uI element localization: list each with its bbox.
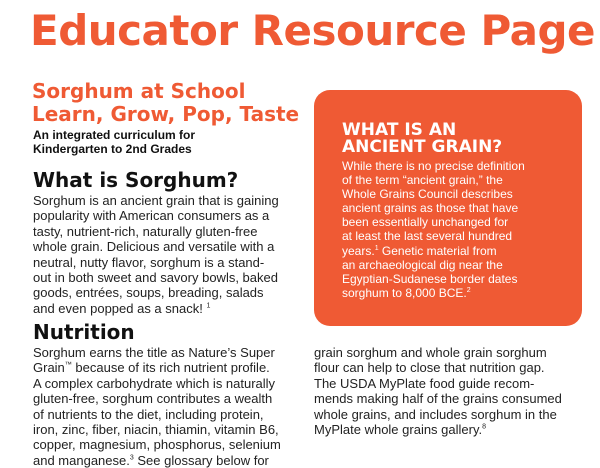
- text-line: [314, 422, 562, 437]
- text-fragment: and even popped as a snack!: [33, 300, 203, 316]
- text-line: Sorghum earns the title as Nature’s Super: [33, 345, 275, 360]
- text-line: flour can help to close that nutrition gap.: [314, 360, 545, 376]
- text-fragment: sorghum to 8,000 BCE.: [342, 285, 467, 300]
- text-line: ancient grains as those that have: [342, 201, 519, 216]
- footnote-marker: 8: [482, 423, 487, 431]
- text-line: [33, 360, 281, 375]
- tagline-line: An integrated curriculum for: [33, 128, 196, 142]
- text-line: out in both sweet and savory bowls, baked: [33, 270, 278, 286]
- text-line: tasty, nutrient-rich, naturally gluten-free: [33, 223, 258, 239]
- callout-heading-line: WHAT IS AN: [342, 120, 457, 140]
- continued-text: [314, 345, 562, 437]
- ancient-grain-callout: [314, 90, 582, 326]
- text-line: goods, entrées, soups, breading, salads: [33, 285, 264, 301]
- text-fragment: Genetic material from: [378, 243, 497, 258]
- text-fragment: and manganese.: [33, 452, 130, 468]
- text-fragment: See glossary below for: [133, 452, 269, 468]
- text-line: [33, 301, 279, 316]
- subtitle: [32, 80, 299, 126]
- text-line: iron, zinc, fiber, niacin, thiamin, vitamin B6,: [33, 422, 279, 438]
- text-line: Sorghum is an ancient grain that is gaining: [33, 193, 279, 208]
- footnote-marker: 1: [374, 244, 379, 252]
- text-line: While there is no precise definition: [342, 159, 525, 173]
- text-fragment: MyPlate whole grains gallery.: [314, 422, 483, 438]
- text-line: of nutrients to the diet, including protein,: [33, 406, 264, 422]
- text-line: grain sorghum and whole grain sorghum: [314, 345, 547, 360]
- text-fragment: because of its rich nutrient profile.: [71, 360, 270, 376]
- what-is-sorghum-text: [33, 193, 279, 316]
- text-line: [342, 244, 572, 258]
- text-line: Whole Grains Council describes: [342, 187, 513, 202]
- text-line: copper, magnesium, phosphorus, selenium: [33, 437, 281, 453]
- text-line: [342, 286, 572, 300]
- text-line: an archaeological dig near the: [342, 257, 503, 272]
- page-title: Educator Resource Page: [30, 6, 596, 55]
- text-line: been essentially unchanged for: [342, 215, 509, 230]
- text-line: neutral, nutty flavor, sorghum is a stand-: [33, 254, 265, 270]
- callout-heading-line: ANCIENT GRAIN?: [342, 137, 503, 157]
- tagline: [33, 128, 195, 156]
- text-fragment: Grain: [33, 360, 65, 376]
- text-line: [33, 453, 281, 468]
- subtitle-line: Sorghum at School: [32, 79, 246, 103]
- trademark-symbol: ™: [64, 362, 72, 370]
- text-line: A complex carbohydrate which is naturally: [33, 375, 276, 391]
- text-line: of the term “ancient grain,” the: [342, 173, 503, 188]
- footnote-marker: 2: [466, 286, 471, 294]
- footnote-marker: 1: [206, 302, 211, 310]
- text-line: mends making half of the grains consumed: [314, 391, 562, 407]
- subtitle-line: Learn, Grow, Pop, Taste: [32, 102, 300, 126]
- text-line: at least the last several hundred: [342, 229, 513, 244]
- what-is-sorghum-heading: What is Sorghum?: [33, 168, 239, 192]
- text-line: gluten-free, sorghum contributes a wealth: [33, 391, 273, 407]
- text-line: popularity with American consumers as a: [33, 208, 270, 224]
- callout-text: [342, 159, 572, 300]
- text-line: Egyptian-Sudanese border dates: [342, 271, 518, 286]
- tagline-line: Kindergarten to 2nd Grades: [33, 142, 192, 156]
- nutrition-heading: Nutrition: [33, 320, 135, 344]
- callout-heading: [342, 122, 572, 156]
- text-line: whole grain. Delicious and versatile with a: [33, 239, 275, 255]
- text-line: whole grains, and includes sorghum in the: [314, 406, 557, 422]
- footnote-marker: 3: [129, 454, 134, 462]
- text-fragment: years.: [342, 243, 375, 258]
- text-line: The USDA MyPlate food guide recom-: [314, 375, 535, 391]
